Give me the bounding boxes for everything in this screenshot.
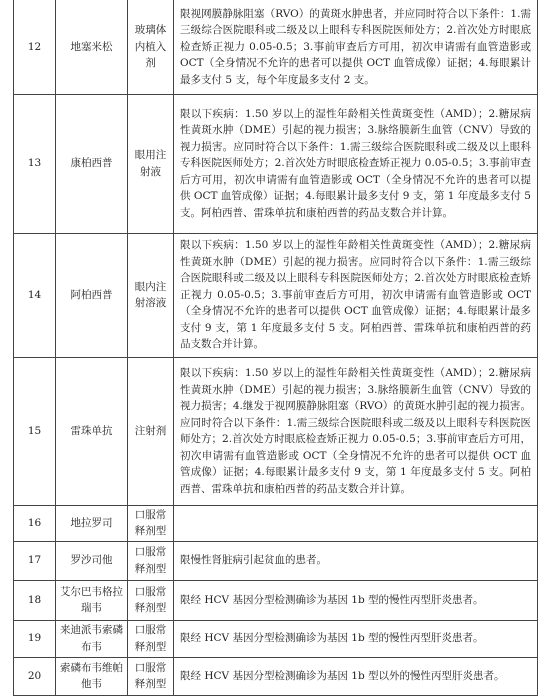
table-row	[14, 357, 538, 505]
row-number: 13	[14, 94, 56, 233]
restriction-condition: 限经 HCV 基因分型检测确诊为基因 1b 型以外的慢性丙型肝炎患者。	[174, 657, 538, 695]
dosage-form: 玻璃体内植入剂	[128, 0, 174, 94]
restriction-condition: 限以下疾病：1.50 岁以上的湿性年龄相关性黄斑变性（AMD）；2.糖尿病性黄斑水肿（DME）引起的视力损害；3.脉络膜新生血管（CNV）导致的视力损害。应同时符合以下条件：1.需三级综合医院眼科或二级及以上眼科专科医院医师处方；2.首次处方时眼底检查矫正视力 0.05-0.5；3.事前审查后方可用，初次申请需有血管造影或 OCT（全身情况不允许的患者可以提供 OCT 血管成像）证据；4.每眼累计最多支付 9 支，第 1 年度最多支付 5 支。阿柏西普、雷珠单抗和康柏西普的药品支数合并计算。	[174, 94, 538, 233]
drug-name: 地塞米松	[56, 0, 128, 94]
restriction-condition: 限以下疾病：1.50 岁以上的湿性年龄相关性黄斑变性（AMD）；2.糖尿病性黄斑水肿（DME）引起的视力损害。应同时符合以下条件：1.需三级综合医院眼科或二级及以上眼科专科医院医师处方；2.首次处方时眼底检查矫正视力 0.05-0.5；3.事前审查后方可用，初次申请需有血管造影或 OCT（全身情况不允许的患者可以提供 OCT 血管成像）证据；4.每眼累计最多支付 9 支，第 1 年度最多支付 5 支。阿柏西普、雷珠单抗和康柏西普的药品支数合并计算。	[174, 233, 538, 357]
drug-name: 雷珠单抗	[56, 357, 128, 505]
table-row	[14, 233, 538, 357]
row-number: 12	[14, 0, 56, 94]
table-row	[14, 94, 538, 233]
table-row	[14, 541, 538, 580]
table-row	[14, 657, 538, 695]
row-number: 20	[14, 657, 56, 695]
table-row	[14, 0, 538, 94]
dosage-form: 口服常释剂型	[128, 657, 174, 695]
dosage-form: 注射剂	[128, 357, 174, 505]
restriction-condition	[174, 505, 538, 541]
restriction-condition: 限视网膜静脉阻塞（RVO）的黄斑水肿患者，并应同时符合以下条件：1.需三级综合医院眼科或二级及以上眼科专科医院医师处方；2.首次处方时眼底检查矫正视力 0.05-0.5；3.事前审查后方可用，初次申请需有血管造影或 OCT（全身情况不允许的患者可以提供 OCT 血管成像）证据；4.每眼累计最多支付 5 支，每个年度最多支付 2 支。	[174, 0, 538, 94]
drug-name: 康柏西普	[56, 94, 128, 233]
row-number: 18	[14, 580, 56, 620]
dosage-form: 眼内注射溶液	[128, 233, 174, 357]
drug-name: 索磷布韦维帕他韦	[56, 657, 128, 695]
table-row	[14, 580, 538, 620]
restriction-condition: 限经 HCV 基因分型检测确诊为基因 1b 型的慢性丙型肝炎患者。	[174, 620, 538, 657]
restriction-condition: 限慢性肾脏病引起贫血的患者。	[174, 541, 538, 580]
drug-name: 罗沙司他	[56, 541, 128, 580]
row-number: 15	[14, 357, 56, 505]
dosage-form: 口服常释剂型	[128, 541, 174, 580]
dosage-form: 口服常释剂型	[128, 620, 174, 657]
restriction-condition: 限经 HCV 基因分型检测确诊为基因 1b 型的慢性丙型肝炎患者。	[174, 580, 538, 620]
drug-name: 艾尔巴韦格拉瑞韦	[56, 580, 128, 620]
row-number: 16	[14, 505, 56, 541]
drug-name: 地拉罗司	[56, 505, 128, 541]
dosage-form: 口服常释剂型	[128, 505, 174, 541]
dosage-form: 眼用注射液	[128, 94, 174, 233]
drug-restriction-table	[13, 0, 538, 696]
dosage-form: 口服常释剂型	[128, 580, 174, 620]
drug-name: 来迪派韦索磷布韦	[56, 620, 128, 657]
table-row	[14, 505, 538, 541]
table-row	[14, 620, 538, 657]
restriction-condition: 限以下疾病：1.50 岁以上的湿性年龄相关性黄斑变性（AMD）；2.糖尿病性黄斑水肿（DME）引起的视力损害；3.脉络膜新生血管（CNV）导致的视力损害；4.继发于视网膜静脉阻塞（RVO）的黄斑水肿引起的视力损害。应同时符合以下条件：1.需三级综合医院眼科或二级及以上眼科专科医院医师处方；2.首次处方时眼底检查矫正视力 0.05-0.5；3.事前审查后方可用，初次申请需有血管造影或 OCT（全身情况不允许的患者可以提供 OCT 血管成像）证据；4.每眼累计最多支付 9 支，第 1 年度最多支付 5 支。阿柏西普、雷珠单抗和康柏西普的药品支数合并计算。	[174, 357, 538, 505]
row-number: 17	[14, 541, 56, 580]
drug-name: 阿柏西普	[56, 233, 128, 357]
row-number: 19	[14, 620, 56, 657]
row-number: 14	[14, 233, 56, 357]
